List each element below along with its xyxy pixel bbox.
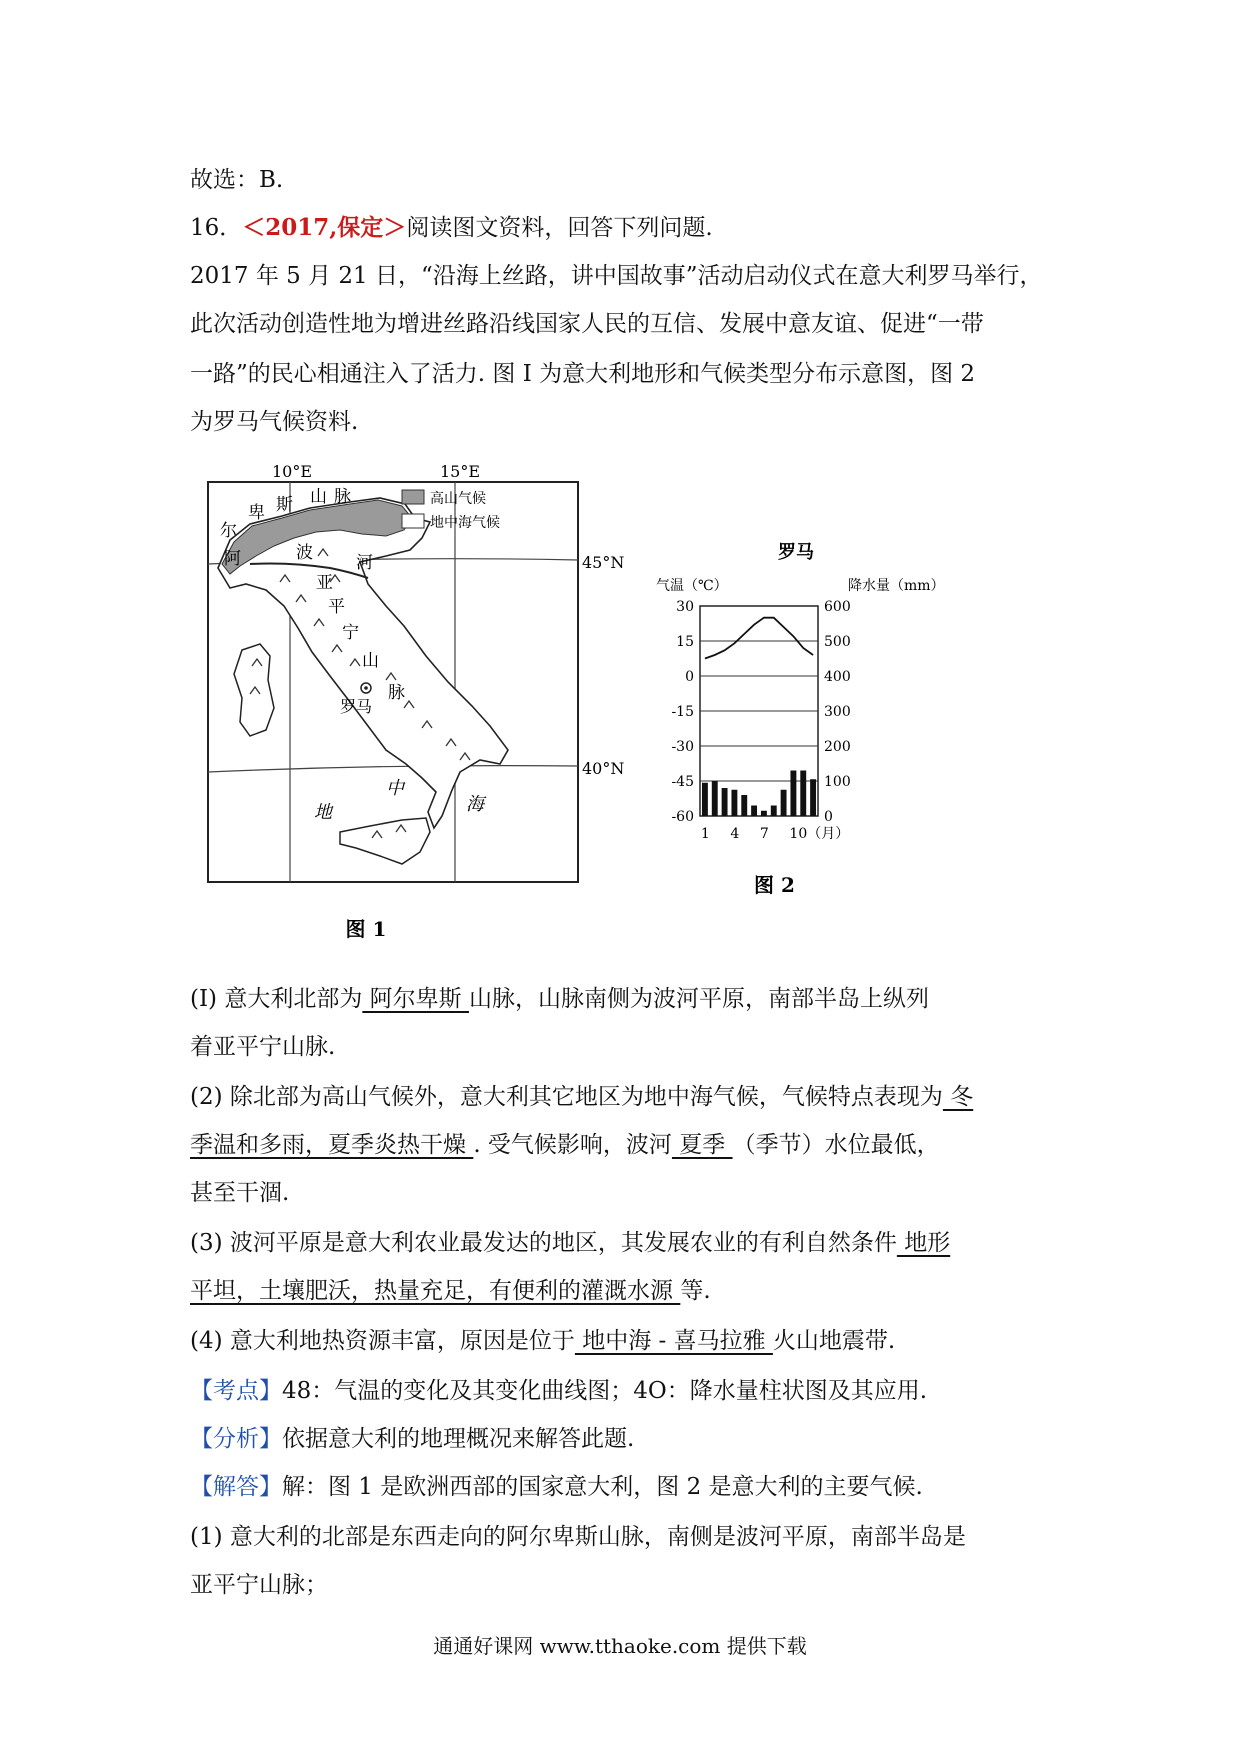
- po-label-char: 波: [296, 543, 313, 563]
- precipitation-bar: [712, 781, 718, 816]
- figure-1-italy-map: [190, 460, 625, 955]
- precipitation-bar: [731, 790, 737, 816]
- temp-tick-label: -45: [671, 774, 694, 790]
- month-tick-label: 7: [759, 826, 769, 842]
- precipitation-bar: [702, 783, 708, 816]
- lon-label-10e: 10°E: [272, 462, 313, 481]
- legend-label-med: 地中海气候: [430, 515, 500, 531]
- paragraph-line: 一路”的民心相通注入了活力. 图 Ⅰ 为意大利地形和气候类型分布示意图，图 2: [190, 361, 976, 387]
- answer-blank: 平坦，土壤肥沃，热量充足，有便利的灌溉水源: [190, 1278, 681, 1304]
- temp-tick-label: -15: [671, 704, 694, 720]
- legend-swatch-alpine: [402, 490, 424, 504]
- question-2-line: (2) 除北部为高山气候外，意大利其它地区为地中海气候，气候特点表现为 冬: [190, 1084, 974, 1110]
- answer-blank: 季温和多雨，夏季炎热干燥: [190, 1132, 474, 1158]
- sea-label-char: 海: [466, 794, 484, 815]
- temp-tick-label: -30: [671, 739, 694, 755]
- rome-label: 罗马: [340, 697, 373, 716]
- lon-label-15e: 15°E: [440, 462, 481, 481]
- answer-blank: 地中海 - 喜马拉雅: [574, 1328, 773, 1354]
- alps-label-char: 阿: [224, 549, 241, 569]
- answer-blank: 夏季: [671, 1132, 733, 1158]
- precipitation-bar: [810, 779, 816, 816]
- chart-temperature-line: [705, 618, 813, 659]
- alps-label-char: 斯: [276, 495, 293, 515]
- precipitation-bar: [781, 790, 787, 816]
- precipitation-bar: [790, 771, 796, 817]
- apennine-label-char: 脉: [388, 683, 405, 703]
- page-footer: 通通好课网 www.tthaoke.com 提供下载: [433, 1634, 807, 1658]
- legend-label-alpine: 高山气候: [430, 491, 486, 507]
- temperature-curve: [705, 618, 813, 659]
- precipitation-bar: [761, 811, 767, 816]
- legend-swatch-med: [402, 514, 424, 528]
- kaodian-tag: 【考点】: [190, 1378, 282, 1404]
- precipitation-bar: [722, 788, 728, 816]
- sicily-island: [340, 818, 430, 864]
- answer-blank: 地形: [896, 1230, 951, 1256]
- apennine-label-char: 平: [328, 597, 345, 617]
- temp-tick-label: 15: [676, 634, 694, 650]
- precip-tick-label: 300: [824, 704, 851, 720]
- answer-line: 故选：B.: [190, 167, 284, 193]
- chart-bars: [702, 771, 816, 817]
- precip-tick-label: 600: [824, 599, 851, 615]
- source-tag: ＜2017,保定＞: [242, 214, 407, 241]
- figure-1-caption: 图 1: [345, 917, 387, 941]
- fenxi-line: 【分析】依据意大利的地理概况来解答此题.: [190, 1426, 635, 1452]
- apennine-label-char: 山: [362, 651, 379, 671]
- kaodian-line: 【考点】48：气温的变化及其变化曲线图；4O：降水量柱状图及其应用.: [190, 1378, 928, 1404]
- po-label-char: 河: [356, 553, 373, 573]
- question-4-line: (4) 意大利地热资源丰富，原因是位于 地中海 - 喜马拉雅 火山地震带.: [190, 1328, 896, 1354]
- precip-tick-label: 0: [824, 809, 833, 825]
- fenxi-tag: 【分析】: [190, 1426, 282, 1452]
- question-2-line: 甚至干涸.: [190, 1180, 290, 1206]
- month-tick-label: 10（月）: [789, 826, 850, 842]
- precip-tick-label: 200: [824, 739, 851, 755]
- sea-label-char: 中: [386, 778, 404, 799]
- month-tick-label: 4: [730, 826, 740, 842]
- precipitation-bar: [771, 806, 777, 817]
- precip-tick-label: 100: [824, 774, 851, 790]
- chart-right-axis-label: 降水量（mm）: [848, 578, 945, 594]
- answer-blank: 阿尔卑斯: [362, 986, 469, 1012]
- alps-label-char: 卑: [248, 503, 265, 523]
- figure-2-caption: 图 2: [754, 873, 795, 897]
- precipitation-bar: [751, 806, 757, 817]
- chart-left-axis-label: 气温（℃）: [656, 578, 728, 594]
- precipitation-bar: [800, 771, 806, 817]
- precipitation-bar: [741, 795, 747, 816]
- figure-2-rome-climate-chart: [650, 530, 970, 910]
- apennine-label-char: 宁: [342, 623, 359, 643]
- alps-label-char: 尔: [220, 521, 237, 541]
- sardinia-island: [234, 644, 274, 736]
- alps-label-char: 脉: [334, 487, 351, 507]
- sea-label-char: 地: [314, 802, 332, 823]
- question-1-line: 着亚平宁山脉.: [190, 1034, 336, 1060]
- lat-label-40n: 40°N: [582, 759, 625, 778]
- paragraph-line: 2017 年 5 月 21 日，“沿海上丝路，讲中国故事”活动启动仪式在意大利罗马举行，: [190, 263, 1043, 289]
- chart-ticks: [671, 599, 850, 842]
- apennine-label-char: 亚: [316, 573, 333, 593]
- question-16-header: 16．＜2017,保定＞阅读图文资料，回答下列问题.: [190, 214, 713, 241]
- alps-label-char: 山: [310, 487, 327, 507]
- parallel-40n: [208, 766, 578, 772]
- paragraph-line: 此次活动创造性地为增进丝路沿线国家人民的互信、发展中意友谊、促进“一带: [190, 311, 984, 337]
- question-3-line: (3) 波河平原是意大利农业最发达的地区，其发展农业的有利自然条件 地形: [190, 1230, 951, 1256]
- jieda-line: 【解答】解：图 1 是欧洲西部的国家意大利，图 2 是意大利的主要气候.: [190, 1474, 923, 1500]
- question-3-line: 平坦，土壤肥沃，热量充足，有便利的灌溉水源 等.: [190, 1278, 711, 1304]
- temp-tick-label: 30: [676, 599, 694, 615]
- jieda-tag: 【解答】: [190, 1474, 282, 1500]
- paragraph-line: 为罗马气候资料.: [190, 409, 359, 435]
- chart-grid: [700, 606, 818, 816]
- answer-detail-line: (1) 意大利的北部是东西走向的阿尔卑斯山脉，南侧是波河平原，南部半岛是: [190, 1524, 966, 1550]
- temp-tick-label: -60: [671, 809, 694, 825]
- month-tick-label: 1: [700, 826, 710, 842]
- precip-tick-label: 500: [824, 634, 851, 650]
- temp-tick-label: 0: [685, 669, 694, 685]
- chart-title: 罗马: [778, 542, 814, 563]
- question-1-line: (Ⅰ) 意大利北部为 阿尔卑斯 山脉，山脉南侧为波河平原，南部半岛上纵列: [190, 986, 929, 1012]
- answer-detail-line: 亚平宁山脉；: [190, 1572, 328, 1598]
- precip-tick-label: 400: [824, 669, 851, 685]
- answer-blank: 冬: [942, 1084, 974, 1110]
- question-2-line: 季温和多雨，夏季炎热干燥 . 受气候影响，波河 夏季 （季节）水位最低，: [190, 1132, 940, 1158]
- lat-label-45n: 45°N: [582, 553, 625, 572]
- rome-marker-dot: [364, 686, 368, 690]
